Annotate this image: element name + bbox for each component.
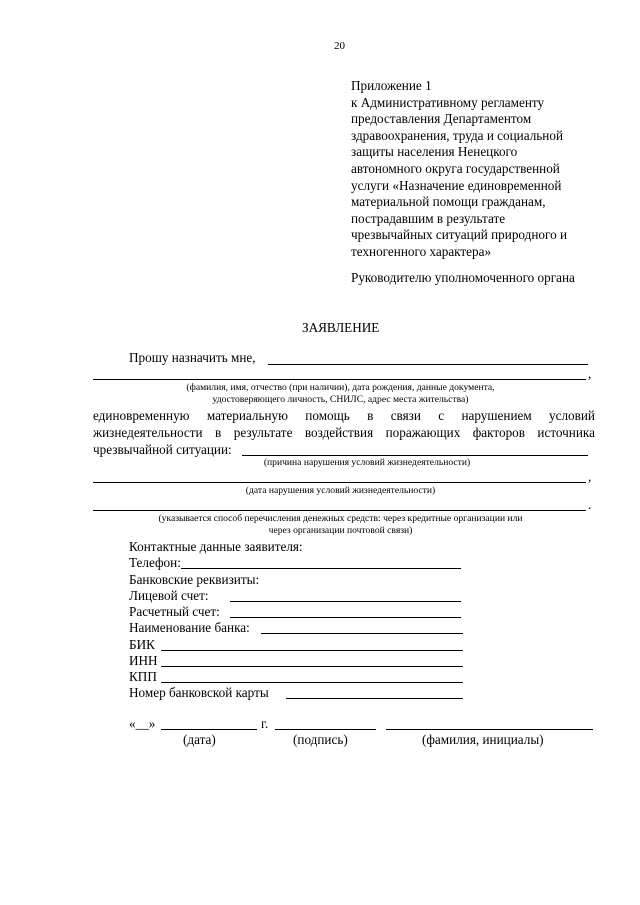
appendix-line: Приложение 1 (351, 78, 432, 93)
hint-date: (дата нарушения условий жизнедеятельности) (245, 485, 436, 496)
hint-reason: (причина нарушения условий жизнедеятельности) (263, 457, 471, 468)
date-field[interactable] (161, 729, 257, 730)
card-number-label: Номер банковской карты (129, 685, 269, 700)
phone-label: Телефон: (129, 555, 181, 570)
date-violation-field[interactable] (93, 482, 586, 483)
appendix-block (351, 78, 567, 261)
addressee: Руководителю уполномоченного органа (351, 270, 575, 285)
bik-label: БИК (129, 637, 155, 652)
personal-account-label: Лицевой счет: (129, 588, 209, 603)
card-number-field[interactable] (286, 698, 463, 699)
personal-account-field[interactable] (230, 601, 461, 602)
settlement-account-label: Расчетный счет: (129, 604, 220, 619)
request-label: Прошу назначить мне, (129, 350, 256, 365)
hint-person-2: удостоверяющего личность, СНИЛС, адрес места жительства) (212, 394, 469, 405)
page-number: 20 (334, 40, 345, 52)
applicant-details-field[interactable] (93, 379, 586, 380)
appendix-line: защиты населения Ненецкого (351, 144, 518, 160)
bank-name-field[interactable] (261, 633, 463, 634)
appendix-line: здравоохранения, труда и социальной (351, 127, 564, 143)
kpp-label: КПП (129, 669, 157, 684)
reason-field[interactable] (242, 455, 588, 456)
settlement-account-field[interactable] (230, 617, 461, 618)
phone-field[interactable] (181, 568, 461, 569)
hint-transfer-1: (указывается способ перечисления денежных средств: через кредитные организации или (158, 513, 523, 524)
inn-field[interactable] (161, 666, 463, 667)
body-line-2: жизнедеятельности в результате воздействия поражающих факторов источника (93, 425, 595, 440)
transfer-method-field[interactable] (93, 510, 586, 511)
applicant-name-field[interactable] (268, 364, 588, 365)
appendix-line: автономного округа государственной (351, 160, 560, 176)
period-mark: . (588, 497, 592, 512)
contacts-heading: Контактные данные заявителя: (129, 539, 303, 554)
hint-transfer-2: через организации почтовой связи) (268, 525, 413, 536)
kpp-field[interactable] (161, 682, 463, 683)
bank-name-label: Наименование банка: (129, 620, 250, 635)
inn-label: ИНН (129, 653, 158, 668)
body-line-1: единовременную материальную помощь в связи с нарушением условий (93, 408, 595, 423)
appendix-line: материальной помощи гражданам, (351, 194, 546, 210)
year-suffix: г. (261, 716, 269, 731)
bank-details-label: Банковские реквизиты: (129, 572, 260, 587)
appendix-line: предоставления Департаментом (351, 111, 532, 127)
hint-person-1: (фамилия, имя, отчество (при наличии), дата рождения, данные документа, (186, 382, 495, 393)
comma-mark: , (588, 469, 592, 484)
emergency-label: чрезвычайной ситуации: (93, 442, 232, 457)
signature-field[interactable] (275, 729, 376, 730)
caption-name: (фамилия, инициалы) (422, 732, 544, 747)
appendix-line: к Административному регламенту (351, 94, 545, 110)
bik-field[interactable] (161, 650, 463, 651)
caption-date: (дата) (183, 732, 216, 747)
document-title: ЗАЯВЛЕНИЕ (302, 320, 380, 335)
caption-signature: (подпись) (293, 732, 348, 747)
comma-mark: , (588, 366, 592, 381)
date-day-field[interactable]: «__» (129, 716, 156, 731)
appendix-line: услуги «Назначение единовременной (351, 177, 562, 193)
appendix-line: пострадавшим в результате (351, 210, 506, 226)
full-name-field[interactable] (386, 729, 593, 730)
appendix-line: техногенного характера» (351, 243, 492, 259)
appendix-line: чрезвычайных ситуаций природного и (351, 227, 568, 243)
